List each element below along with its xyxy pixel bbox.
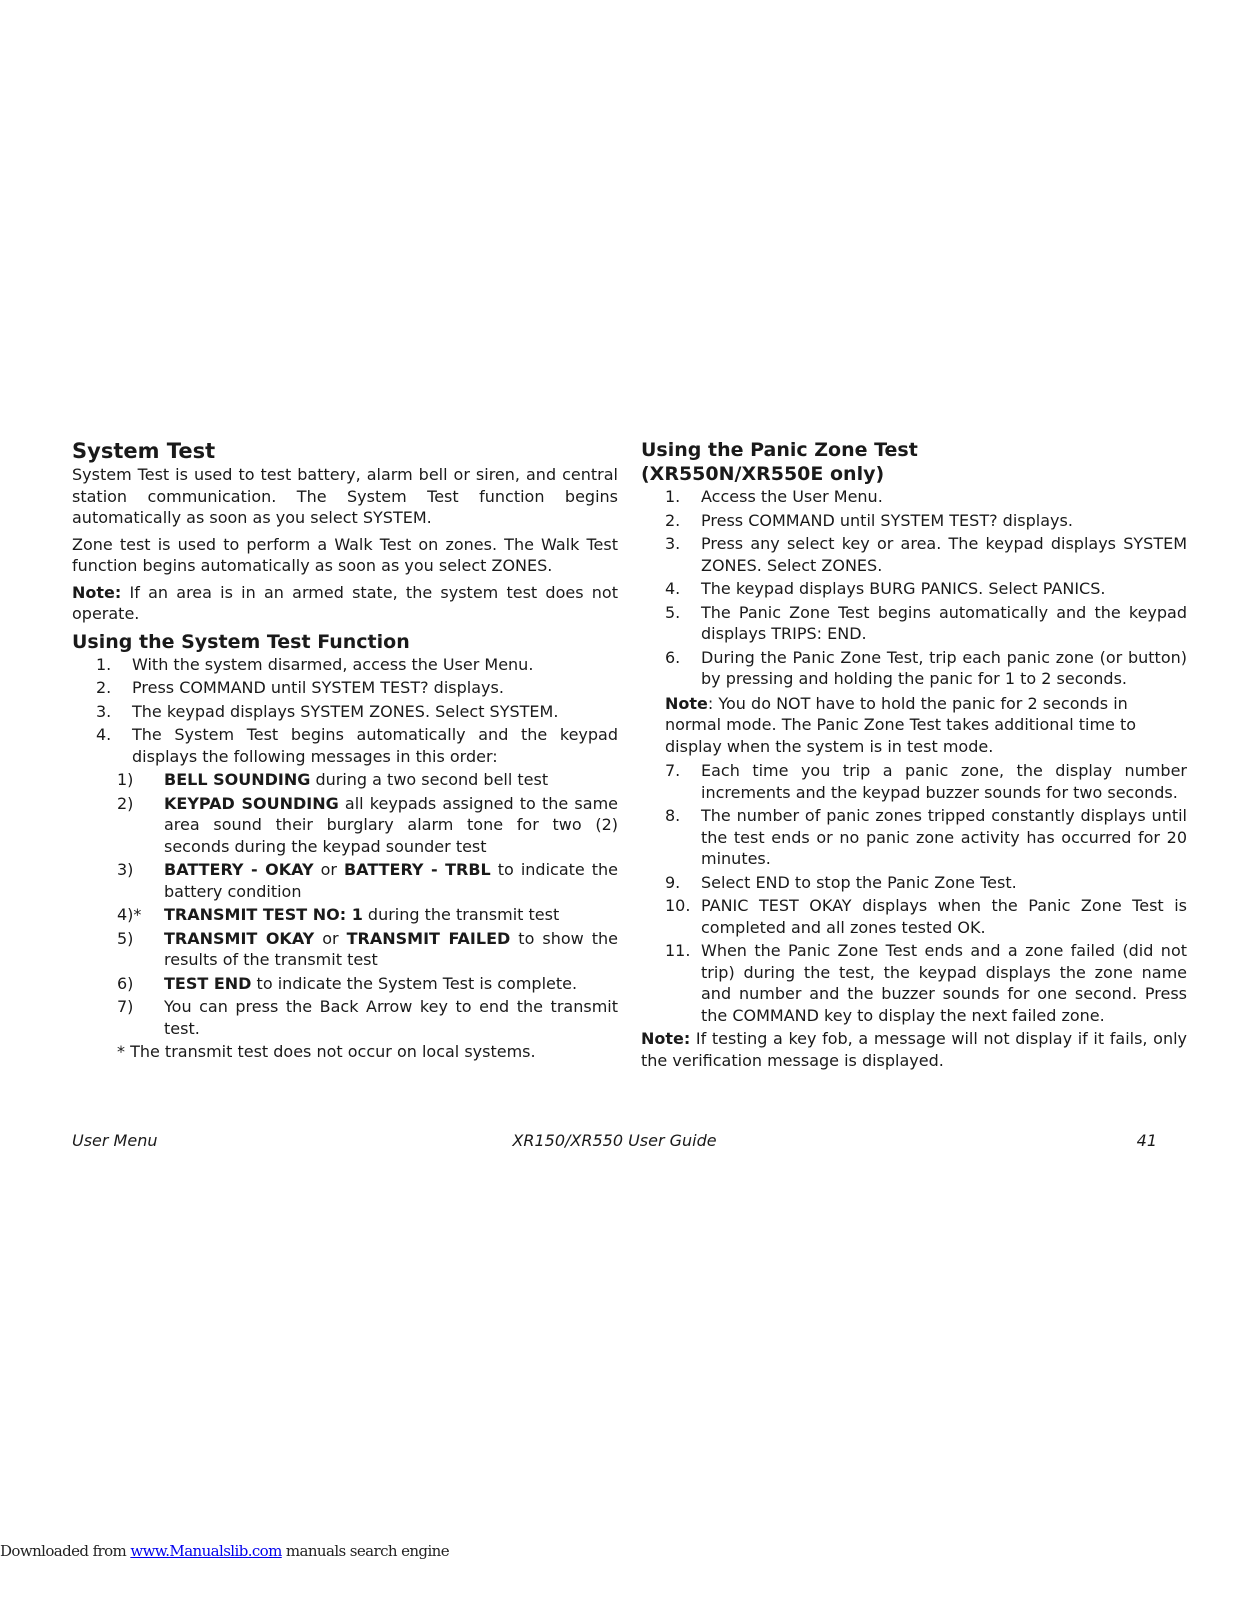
keypad-messages-list [72,769,618,1039]
list-item: 7. Each time you trip a panic zone, the display number increments and the keypad buzzer sounds for two seconds. [665,761,1187,802]
list-item: 2) KEYPAD SOUNDING all keypads assigned to the same area sound their burglary alarm tone for two (2) seconds during the keypad sounder test [117,793,618,856]
list-item: 1) BELL SOUNDING during a two second bell test [117,770,549,789]
list-item: 4. The System Test begins automatically and the keypad displays the following messages in this order: [96,725,618,766]
list-item: 11. When the Panic Zone Test ends and a zone failed (did not trip) during the test, the keypad displays the zone name and number and the buzzer sounds for one second. Press the COMMAND key to display the next failed zone. [665,941,1187,1025]
note-text: If an area is in an armed state, the system test does not operate. [72,582,618,623]
list-item: 9. Select END to stop the Panic Zone Test. [665,872,1017,892]
note-label: Note: [72,582,122,602]
list-item: 5. The Panic Zone Test begins automatically and the keypad displays TRIPS: END. [665,602,1187,643]
panic-zone-heading: Using the Panic Zone Test [641,439,918,461]
armed-state-note [72,582,618,625]
list-item: 1. With the system disarmed, access the User Menu. [96,654,534,674]
panic-test-steps-b [641,760,1187,1026]
panic-hold-note: Note: You do NOT have to hold the panic for 2 seconds in normal mode. The Panic Zone Test takes additional time to display when the system is in test mode. [665,693,1137,756]
list-item: 4. The keypad displays BURG PANICS. Select PANICS. [665,579,1106,598]
left-column [72,438,618,1063]
panic-zone-subheading: (XR550N/XR550E only) [641,463,885,485]
key-fob-note: Note: If testing a key fob, a message will not display if it fails, only the verification message is displayed. [641,1029,1187,1070]
list-item: 2. Press COMMAND until SYSTEM TEST? displays. [665,510,1073,530]
panic-test-steps-a [641,486,1187,690]
list-item: 6. During the Panic Zone Test, trip each panic zone (or button) by pressing and holding the panic for 1 to 2 seconds. [665,647,1187,688]
list-item: 3. The keypad displays SYSTEM ZONES. Select SYSTEM. [96,701,559,721]
list-item: 2. Press COMMAND until SYSTEM TEST? displays. [96,678,504,697]
transmit-footnote: * The transmit test does not occur on local systems. [117,1042,536,1061]
footer-section: User Menu [72,1131,158,1150]
download-banner: Downloaded from www.Manualslib.com manuals search engine [0,1542,449,1560]
page-number: 41 [1136,1131,1157,1150]
right-column [641,438,1187,1076]
list-item: 8. The number of panic zones tripped constantly displays until the test ends or no panic zone activity has occurred for 20 minutes. [665,806,1187,868]
footer-guide-title: XR150/XR550 User Guide [512,1131,717,1150]
system-test-heading: System Test [72,439,216,463]
manualslib-link[interactable]: www.Manualslib.com [130,1542,282,1560]
system-test-intro: System Test is used to test battery, alarm bell or siren, and central station communication. The System Test function begins automatically as soon as you select SYSTEM. [72,465,618,527]
list-item: 5) TRANSMIT OKAY or TRANSMIT FAILED to show the results of the transmit test [117,928,618,969]
list-item: 6) TEST END to indicate the System Test is complete. [117,973,578,993]
list-item: 3) BATTERY - OKAY or BATTERY - TRBL to indicate the battery condition [117,860,619,901]
list-item: 7) You can press the Back Arrow key to end the transmit test. [117,997,618,1038]
list-item: 3. Press any select key or area. The keypad displays SYSTEM ZONES. Select ZONES. [665,534,1187,575]
list-item: 10. PANIC TEST OKAY displays when the Panic Zone Test is completed and all zones tested OK. [665,896,1187,937]
system-test-steps [72,654,618,768]
list-item: 1. Access the User Menu. [665,487,883,506]
zone-test-intro: Zone test is used to perform a Walk Test on zones. The Walk Test function begins automatically as soon as you select ZONES. [72,534,618,575]
list-item: 4)* TRANSMIT TEST NO: 1 during the transmit test [117,905,560,924]
system-test-function-heading: Using the System Test Function [72,630,410,653]
